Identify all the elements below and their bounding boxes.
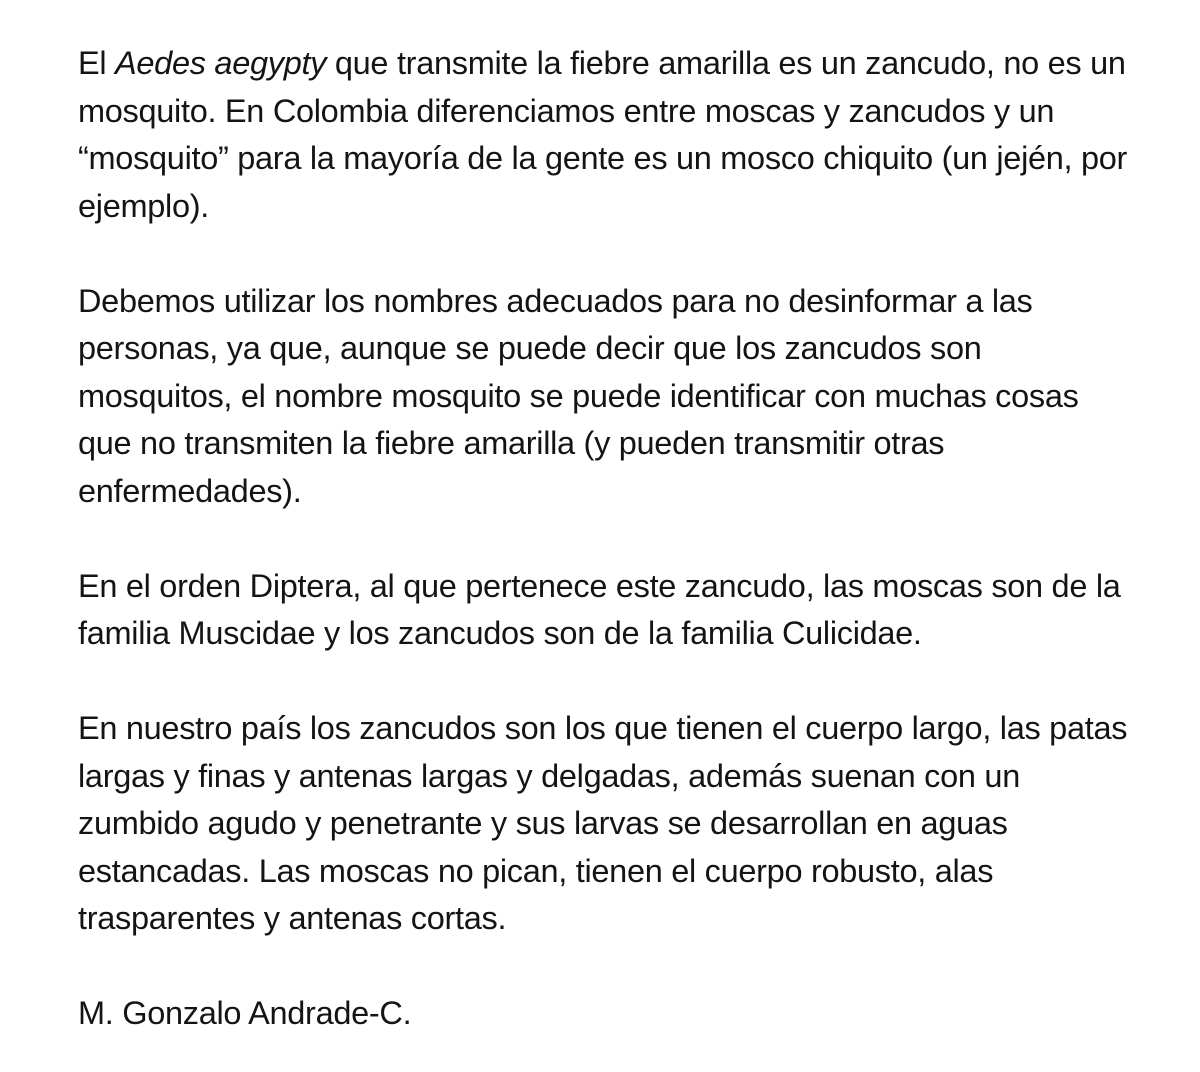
species-name: Aedes aegypty	[115, 45, 327, 81]
paragraph-differences: En nuestro país los zancudos son los que tienen el cuerpo largo, las patas largas y finas y antenas largas y delgadas, además suenan con un zumbido agudo y penetrante y sus larvas se desarrollan en aguas estancadas. Las moscas no pican, tienen el cuerpo robusto, alas trasparentes y antenas cortas.	[78, 710, 1128, 936]
intro-rest: que transmite la fiebre amarilla es un zancudo, no es un mosquito. En Colombia diferenciamos entre moscas y zancudos y un “mosquito” para la mayoría de la gente es un mosco chiquito (un jején, por ejemplo).	[78, 45, 1128, 224]
note-body	[78, 40, 1138, 1038]
paragraph-taxonomy: En el orden Diptera, al que pertenece este zancudo, las moscas son de la familia Muscidae y los zancudos son de la familia Culicidae.	[78, 567, 1121, 651]
intro-lead: El	[78, 45, 116, 81]
paragraph-names: Debemos utilizar los nombres adecuados para no desinformar a las personas, ya que, aunque se puede decir que los zancudos son mosquitos, el nombre mosquito se puede identificar con muchas cosas que no transmiten la fiebre amarilla (y pueden transmitir otras enfermedades).	[78, 282, 1079, 509]
signature: M. Gonzalo Andrade-C.	[78, 995, 412, 1031]
paragraph-intro	[78, 40, 1138, 230]
